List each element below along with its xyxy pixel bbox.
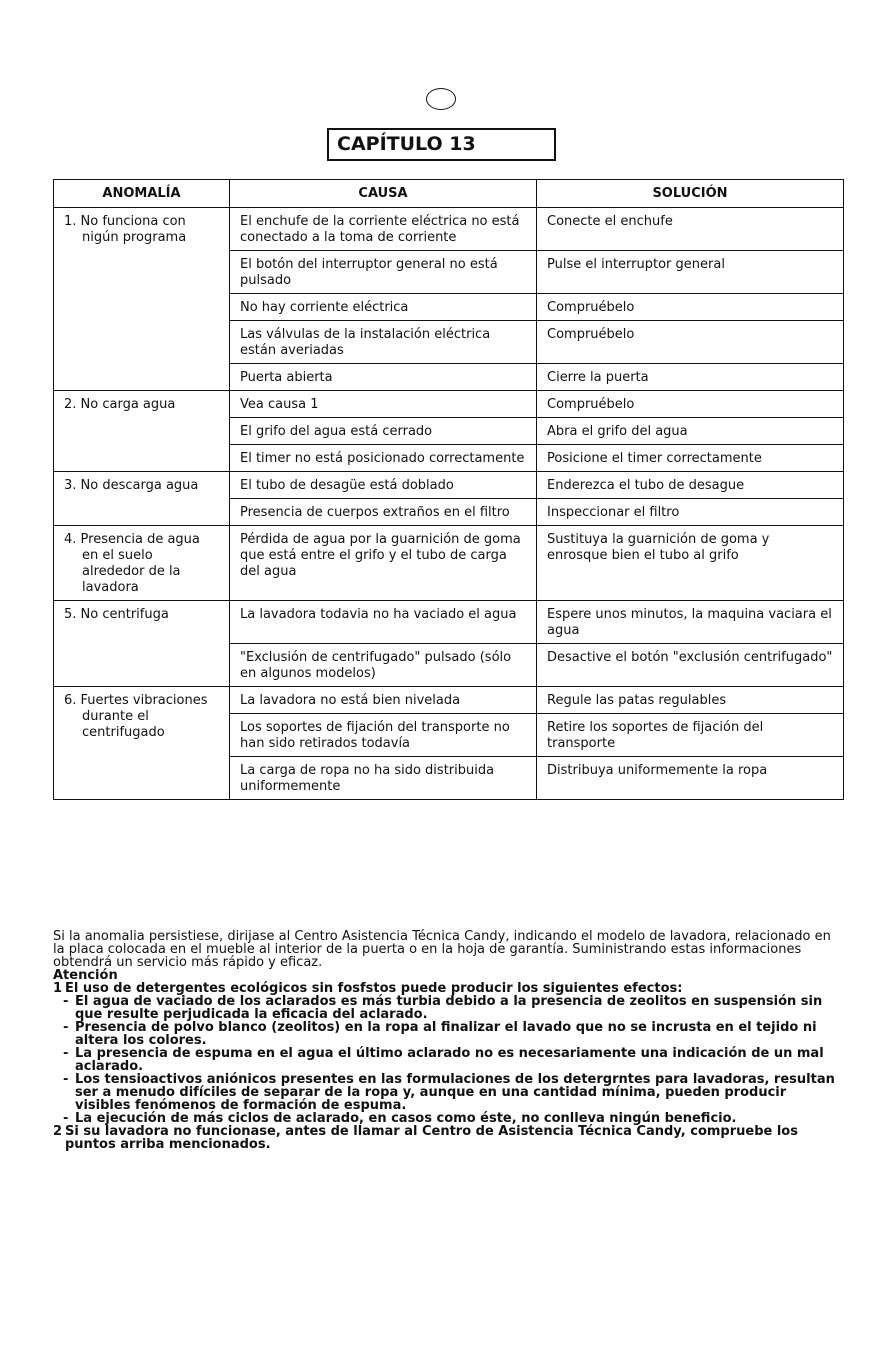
effect-text: Presencia de polvo blanco (zeolitos) en la ropa al finalizar el lavado que no se incrusta en el tejido ni altera los colores. <box>75 1020 817 1048</box>
table-row <box>54 208 844 251</box>
solution-cell: Enderezca el tubo de desague <box>537 472 844 499</box>
solution-cell: Regule las patas regulables <box>537 687 844 714</box>
solution-cell: Retire los soportes de fijación del transporte <box>537 714 844 757</box>
cause-cell: Pérdida de agua por la guarnición de goma que está entre el grifo y el tubo de carga del agua <box>230 526 537 601</box>
solution-cell: Posicione el timer correctamente <box>537 445 844 472</box>
cause-cell: "Exclusión de centrifugado" pulsado (sólo en algunos modelos) <box>230 644 537 687</box>
anomaly-text: 3. No descarga agua <box>64 478 199 493</box>
anomaly-cell <box>54 208 230 391</box>
cause-cell: La carga de ropa no ha sido distribuida uniformemente <box>230 757 537 800</box>
anomaly-cell <box>54 472 230 526</box>
cause-cell: Puerta abierta <box>230 364 537 391</box>
cause-cell: El tubo de desagüe está doblado <box>230 472 537 499</box>
cause-cell: La lavadora no está bien nivelada <box>230 687 537 714</box>
effect-text: La ejecución de más ciclos de aclarado, en casos como éste, no conlleva ningún beneficio. <box>75 1111 737 1126</box>
anomaly-text: 2. No carga agua <box>64 397 176 412</box>
anomaly-cell <box>54 526 230 601</box>
cause-cell: Los soportes de fijación del transporte no han sido retirados todavía <box>230 714 537 757</box>
header-solution: SOLUCIÓN <box>537 180 844 208</box>
solution-cell: Cierre la puerta <box>537 364 844 391</box>
table-row <box>54 391 844 418</box>
note-number: 1 <box>53 981 63 996</box>
cause-cell: Presencia de cuerpos extraños en el filtro <box>230 499 537 526</box>
note-item-2 <box>53 1125 843 1151</box>
cause-cell: No hay corriente eléctrica <box>230 294 537 321</box>
table-row <box>54 687 844 714</box>
dash-marker: - <box>63 1020 69 1035</box>
dash-marker: - <box>63 994 69 1009</box>
table-row <box>54 472 844 499</box>
cause-cell: El enchufe de la corriente eléctrica no está conectado a la toma de corriente <box>230 208 537 251</box>
effect-text: La presencia de espuma en el agua el último aclarado no es necesariamente una indicación de un mal aclarado. <box>75 1046 824 1074</box>
note-text: El uso de detergentes ecológicos sin fosfstos puede producir los siguientes efectos: <box>65 981 683 996</box>
effect-item <box>53 1047 843 1073</box>
cause-cell: Vea causa 1 <box>230 391 537 418</box>
effect-item <box>53 1021 843 1047</box>
cause-cell: El grifo del agua está cerrado <box>230 418 537 445</box>
solution-cell: Compruébelo <box>537 391 844 418</box>
solution-cell: Conecte el enchufe <box>537 208 844 251</box>
solution-cell: Abra el grifo del agua <box>537 418 844 445</box>
effect-text: Los tensioactivos aniónicos presentes en las formulaciones de los detergrntes para lavadoras, resultan ser a menudo difíciles de separar de la ropa y, aunque en una cantidad mínima, pueden producir visibles fenómenos de formación de espuma. <box>75 1072 835 1113</box>
effects-list <box>53 995 843 1125</box>
effect-item <box>53 1073 843 1112</box>
table-row <box>54 601 844 644</box>
effect-text: El agua de vaciado de los aclarados es más turbia debido a la presencia de zeolitos en suspensión sin que resulte perjudicada la eficacia del aclarado. <box>75 994 823 1022</box>
table-header-row <box>54 180 844 208</box>
cause-cell: Las válvulas de la instalación eléctrica están averiadas <box>230 321 537 364</box>
solution-cell: Inspeccionar el filtro <box>537 499 844 526</box>
header-anomaly: ANOMALÍA <box>54 180 230 208</box>
attention-heading: Atención <box>53 968 118 983</box>
anomaly-cell <box>54 601 230 687</box>
solution-cell: Desactive el botón "exclusión centrifugado" <box>537 644 844 687</box>
solution-cell: Pulse el interruptor general <box>537 251 844 294</box>
anomaly-cell <box>54 687 230 800</box>
dash-marker: - <box>63 1046 69 1061</box>
cause-cell: La lavadora todavia no ha vaciado el agua <box>230 601 537 644</box>
solution-cell: Distribuya uniformemente la ropa <box>537 757 844 800</box>
language-circle-icon <box>426 88 456 110</box>
anomaly-text: 6. Fuertes vibraciones durante el centrifugado <box>64 693 208 740</box>
troubleshooting-table <box>53 179 844 800</box>
solution-cell: Compruébelo <box>537 294 844 321</box>
anomaly-text: 5. No centrifuga <box>64 607 169 622</box>
note-text: Si su lavadora no funcionase, antes de llamar al Centro de Asistencia Técnica Candy, compruebe los puntos arriba mencionados. <box>65 1124 798 1152</box>
solution-cell: Compruébelo <box>537 321 844 364</box>
effect-item <box>53 995 843 1021</box>
note-number: 2 <box>53 1124 63 1139</box>
anomaly-text: 1. No funciona con nigún programa <box>64 214 187 245</box>
table-row <box>54 526 844 601</box>
dash-marker: - <box>63 1072 69 1087</box>
anomaly-cell <box>54 391 230 472</box>
solution-cell: Sustituya la guarnición de goma y enrosque bien el tubo al grifo <box>537 526 844 601</box>
solution-cell: Espere unos minutos, la maquina vaciara el agua <box>537 601 844 644</box>
intro-paragraph: Si la anomalia persistiese, dirijase al Centro Asistencia Técnica Candy, indicando el modelo de lavadora, relacionado en la placa colocada en el mueble al interior de la puerta o en la hoja de garantía. Suministrando estas informaciones obtendrá un servicio más rápido y eficaz. <box>53 929 831 970</box>
cause-cell: El botón del interruptor general no está pulsado <box>230 251 537 294</box>
chapter-title: CAPÍTULO 13 <box>327 128 556 161</box>
header-cause: CAUSA <box>230 180 537 208</box>
cause-cell: El timer no está posicionado correctamente <box>230 445 537 472</box>
dash-marker: - <box>63 1111 69 1126</box>
notes-section <box>53 930 843 1151</box>
anomaly-text: 4. Presencia de agua en el suelo alrededor de la lavadora <box>64 532 200 595</box>
